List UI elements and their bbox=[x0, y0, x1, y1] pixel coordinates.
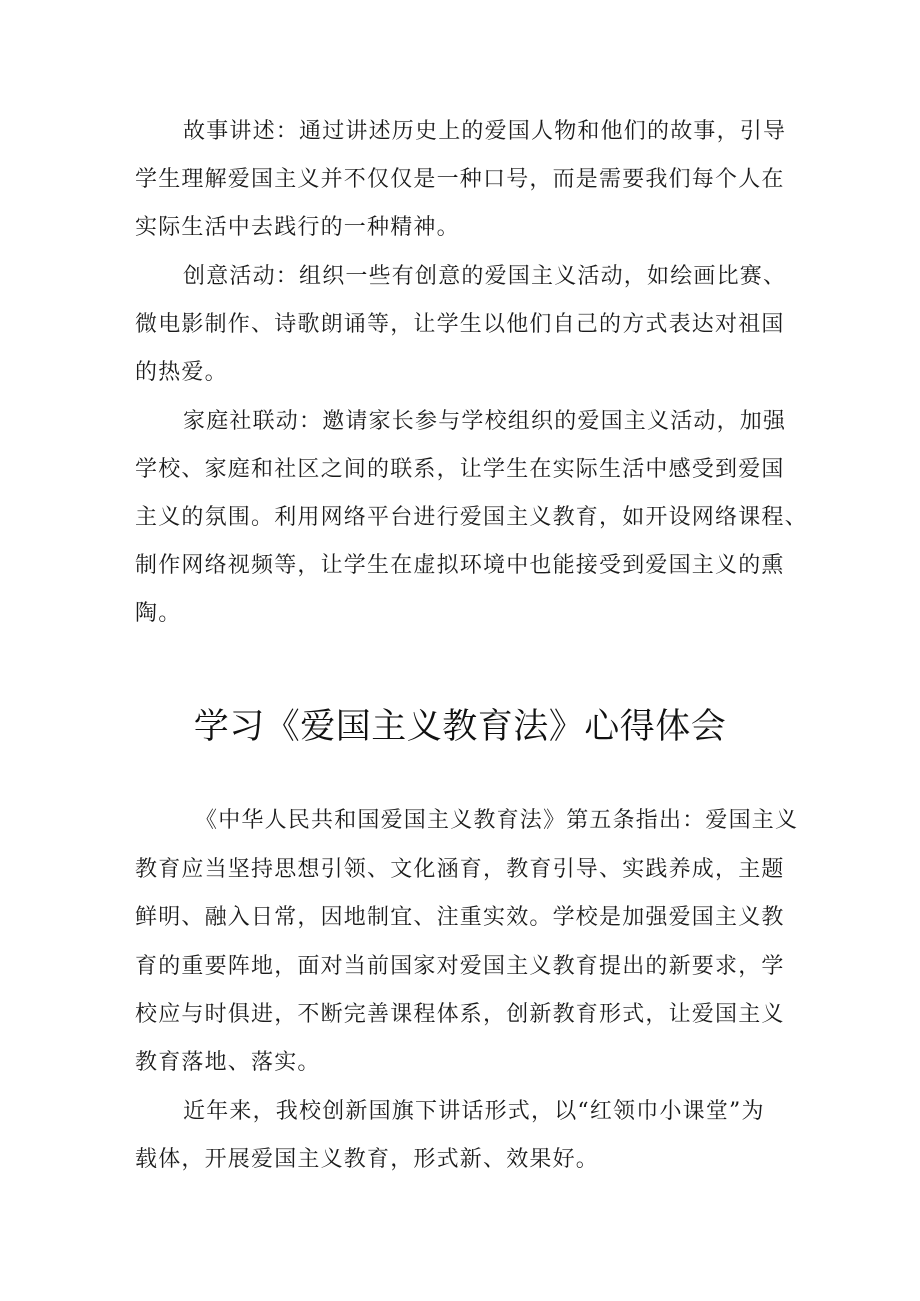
text-line: 主义的氛围。利用网络平台进行爱国主义教育，如开设网络课程、 bbox=[135, 505, 808, 530]
text-line: 陶。 bbox=[135, 601, 182, 626]
section-title: 学习《爱国主义教育法》心得体会 bbox=[193, 707, 727, 747]
text-line: 近年来，我校创新国旗下讲话形式，以“红领巾小课堂”为 bbox=[183, 1099, 765, 1124]
text-line: 故事讲述：通过讲述历史上的爱国人物和他们的故事，引导 bbox=[183, 119, 787, 144]
text-line: 鲜明、融入日常，因地制宜、注重实效。学校是加强爱国主义教 bbox=[135, 905, 785, 930]
text-line: 学校、家庭和社区之间的联系，让学生在实际生活中感受到爱国 bbox=[135, 457, 785, 482]
text-line: 载体，开展爱国主义教育，形式新、效果好。 bbox=[135, 1147, 600, 1172]
text-line: 实际生活中去践行的一种精神。 bbox=[135, 215, 460, 240]
text-line: 微电影制作、诗歌朗诵等，让学生以他们自己的方式表达对祖国 bbox=[135, 312, 785, 337]
text-line: 家庭社联动：邀请家长参与学校组织的爱国主义活动，加强 bbox=[183, 409, 787, 434]
text-line: 教育应当坚持思想引领、文化涵育，教育引导、实践养成，主题 bbox=[135, 857, 785, 882]
text-line: 校应与时俱进，不断完善课程体系，创新教育形式，让爱国主义 bbox=[135, 1002, 785, 1027]
text-line: 创意活动：组织一些有创意的爱国主义活动，如绘画比赛、 bbox=[183, 264, 787, 289]
text-line: 的热爱。 bbox=[135, 360, 228, 385]
text-line: 《中华人民共和国爱国主义教育法》第五条指出：爱国主义 bbox=[195, 808, 799, 833]
text-line: 学生理解爱国主义并不仅仅是一种口号，而是需要我们每个人在 bbox=[135, 167, 785, 192]
text-line: 制作网络视频等，让学生在虚拟环境中也能接受到爱国主义的熏 bbox=[135, 553, 785, 578]
text-line: 教育落地、落实。 bbox=[135, 1050, 321, 1075]
text-line: 育的重要阵地，面对当前国家对爱国主义教育提出的新要求，学 bbox=[135, 954, 785, 979]
